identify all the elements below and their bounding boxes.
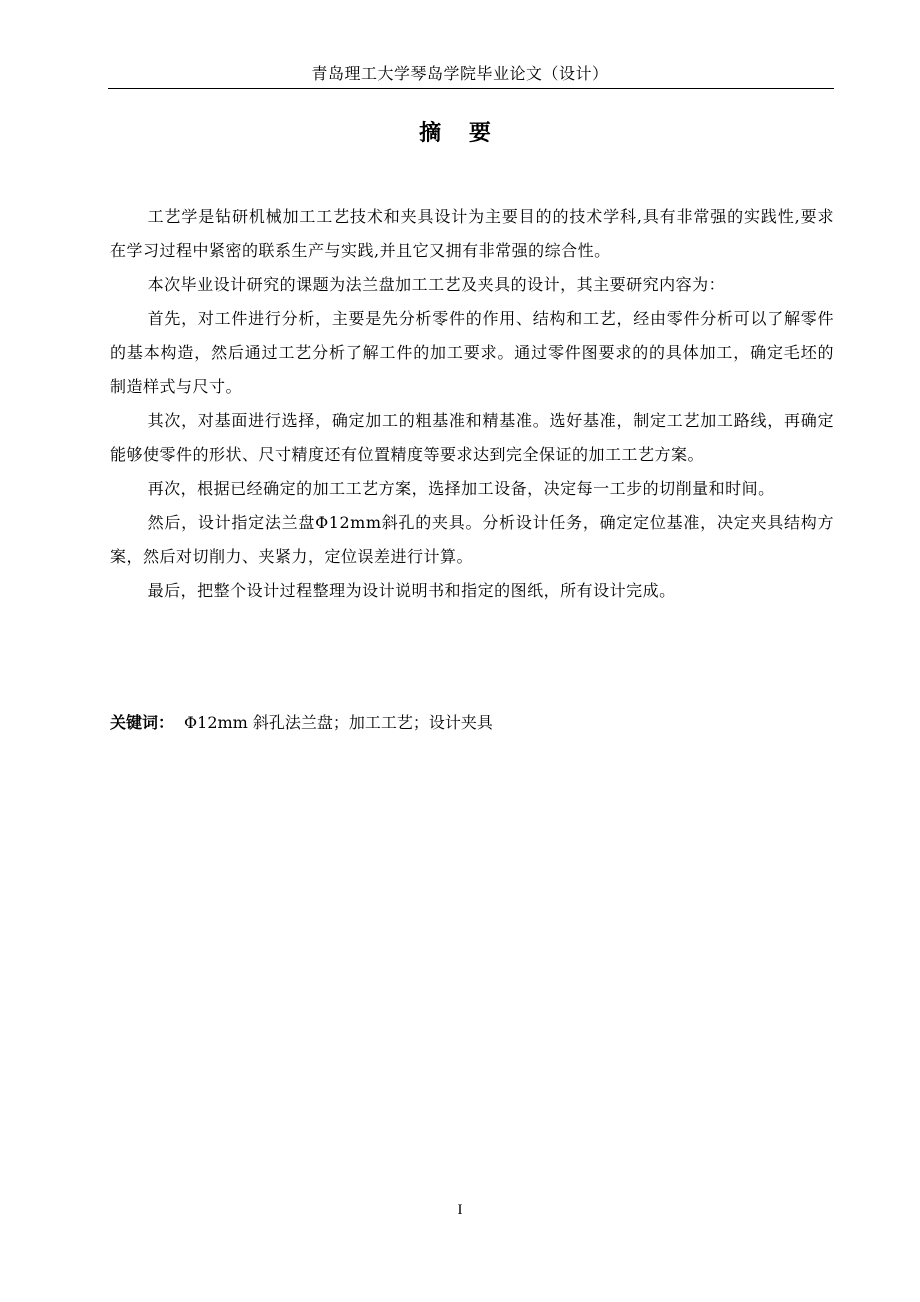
abstract-paragraph: 再次，根据已经确定的加工工艺方案，选择加工设备，决定每一工步的切削量和时间。 — [147, 479, 775, 498]
running-header: 青岛理工大学琴岛学院毕业论文（设计） — [311, 64, 609, 83]
page-number: I — [457, 1202, 463, 1218]
page-title: 摘 要 — [419, 121, 501, 146]
header-divider — [108, 88, 834, 89]
keywords-line — [110, 706, 493, 740]
keywords-label: 关键词： — [110, 713, 175, 732]
abstract-paragraph: 然后，设计指定法兰盘Φ12mm斜孔的夹具。分析设计任务，确定定位基准，决定夹具结构方案，然后对切削力、夹紧力，定位误差进行计算。 — [110, 513, 834, 566]
abstract-body — [110, 200, 834, 608]
abstract-paragraph: 其次，对基面进行选择，确定加工的粗基准和精基准。选好基准，制定工艺加工路线，再确定能够使零件的形状、尺寸精度还有位置精度等要求达到完全保证的加工工艺方案。 — [110, 411, 834, 464]
abstract-paragraph: 工艺学是钻研机械加工工艺技术和夹具设计为主要目的的技术学科,具有非常强的实践性,要求在学习过程中紧密的联系生产与实践,并且它又拥有非常强的综合性。 — [110, 207, 834, 260]
abstract-paragraph: 首先，对工件进行分析，主要是先分析零件的作用、结构和工艺，经由零件分析可以了解零件的基本构造，然后通过工艺分析了解工件的加工要求。通过零件图要求的的具体加工，确定毛坯的制造样式与尺寸。 — [110, 309, 834, 396]
keywords-value: Φ12mm 斜孔法兰盘；加工工艺；设计夹具 — [184, 713, 493, 732]
abstract-paragraph: 本次毕业设计研究的课题为法兰盘加工工艺及夹具的设计，其主要研究内容为： — [147, 275, 726, 294]
abstract-paragraph: 最后，把整个设计过程整理为设计说明书和指定的图纸，所有设计完成。 — [147, 581, 676, 600]
